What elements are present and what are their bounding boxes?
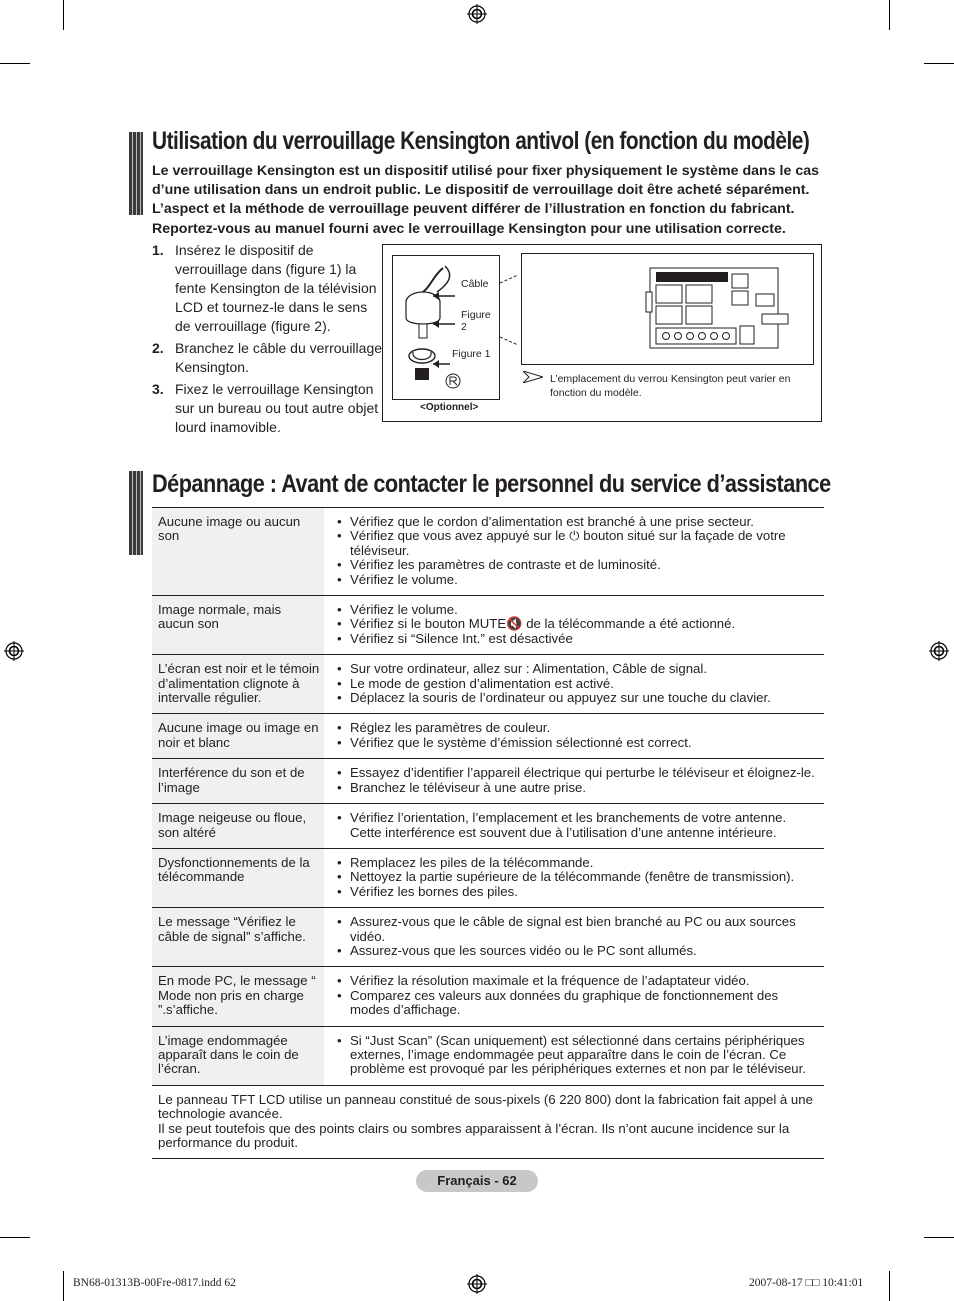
solution-item: • Vérifiez les bornes des piles. — [334, 885, 820, 899]
registration-mark-icon — [929, 641, 949, 661]
table-row — [152, 908, 824, 967]
crop-mark — [0, 63, 30, 64]
lock-illustration-frame — [392, 255, 500, 400]
step-number: 2. — [152, 340, 164, 356]
section-bar — [129, 471, 143, 555]
table-row — [152, 848, 824, 907]
step-number: 1. — [152, 242, 164, 258]
solution-item: • Déplacez la souris de l’ordinateur ou appuyez sur une touche du clavier. — [334, 691, 820, 705]
registration-mark-icon — [4, 641, 24, 661]
problem-cell: Interférence du son et de l’image — [152, 759, 324, 804]
step-item — [152, 339, 384, 377]
crop-mark — [0, 1237, 30, 1238]
solution-item: • Le mode de gestion d’alimentation est activé. — [334, 677, 820, 691]
solution-item: • Branchez le téléviseur à une autre prise. — [334, 781, 820, 795]
solution-item: • Réglez les paramètres de couleur. — [334, 721, 820, 735]
intro-paragraph: Reportez-vous au manuel fourni avec le verrouillage Kensington pour une utilisation correcte. — [152, 220, 786, 237]
problem-cell: L’image endommagée apparaît dans le coin de l’écran. — [152, 1026, 324, 1085]
kensington-figure — [382, 244, 822, 422]
problem-cell: L’écran est noir et le témoin d’alimentation clignote à intervalle régulier. — [152, 655, 324, 714]
problem-cell: En mode PC, le message “ Mode non pris en charge ”.s’affiche. — [152, 967, 324, 1026]
crop-mark — [924, 63, 954, 64]
step-number: 3. — [152, 381, 164, 397]
problem-cell: Aucune image ou image en noir et blanc — [152, 714, 324, 759]
problem-cell: Image neigeuse ou floue, son altéré — [152, 804, 324, 849]
optional-label: <Optionnel> — [420, 402, 479, 413]
solution-item: • Assurez-vous que le câble de signal est bien branché au PC ou aux sources vidéo. — [334, 915, 820, 944]
troubleshooting-table — [152, 507, 824, 1159]
solution-item: • Vérifiez le volume. — [334, 603, 820, 617]
location-note: L’emplacement du verrou Kensington peut varier en fonction du modèle. — [550, 373, 791, 399]
step-text: Branchez le câble du verrouillage Kensington. — [175, 340, 383, 375]
figure2-label: Figure 2 — [461, 309, 491, 333]
solution-item: • Assurez-vous que les sources vidéo ou le PC sont allumés. — [334, 944, 820, 958]
solution-cell — [324, 655, 824, 714]
kensington-intro — [152, 162, 832, 239]
cable-label: Câble — [461, 278, 489, 290]
solution-cell — [324, 508, 824, 596]
table-row — [152, 596, 824, 655]
solution-item: • Nettoyez la partie supérieure de la télécommande (fenêtre de transmission). — [334, 870, 820, 884]
step-item — [152, 380, 384, 437]
solution-cell — [324, 596, 824, 655]
solution-cell — [324, 908, 824, 967]
page-number-badge: Français - 62 — [416, 1170, 538, 1192]
solution-item: • Si “Just Scan” (Scan uniquement) est sélectionné dans certains périphériques externes, l’image endommagée peut apparaître dans le coin de l’écran. Ce problème est provoqué par les périphériques externes et non par le téléviseur. — [334, 1034, 820, 1077]
problem-cell: Dysfonctionnements de la télécommande — [152, 848, 324, 907]
kensington-steps — [152, 241, 384, 440]
solution-item: • Vérifiez que vous avez appuyé sur le ⏻ bouton situé sur la façade de votre téléviseur. — [334, 529, 820, 558]
solution-cell — [324, 848, 824, 907]
solution-item: • Vérifiez que le cordon d’alimentation est branché à une prise secteur. — [334, 515, 820, 529]
registration-mark-icon — [467, 1274, 487, 1294]
step-text: Fixez le verrouillage Kensington sur un bureau ou tout autre objet lourd inamovible. — [175, 381, 379, 435]
registration-mark-icon — [467, 4, 487, 24]
solution-cell — [324, 1026, 824, 1085]
solution-item: • Essayez d’identifier l’appareil électrique qui perturbe le téléviseur et éloignez-le. — [334, 766, 820, 780]
section-title-troubleshooting: Dépannage : Avant de contacter le personnel du service d’assistance — [152, 470, 831, 498]
tv-rear-panel-frame — [521, 253, 814, 365]
table-row — [152, 655, 824, 714]
crop-mark — [889, 1271, 890, 1301]
step-item — [152, 241, 384, 336]
solution-item: • Vérifiez que le système d’émission sélectionné est correct. — [334, 736, 820, 750]
table-row — [152, 508, 824, 596]
crop-mark — [924, 1237, 954, 1238]
solution-item: • Vérifiez le volume. — [334, 573, 820, 587]
section-bar — [129, 132, 143, 215]
solution-item: • Vérifiez si “Silence Int.” est désactivée — [334, 632, 820, 646]
note-paragraph: Le panneau TFT LCD utilise un panneau constitué de sous-pixels (6 220 800) dont la fabrication fait appel à une technologie avancée. — [158, 1091, 813, 1122]
table-row-note — [152, 1085, 824, 1159]
file-slug: BN68-01313B-00Fre-0817.indd 62 — [73, 1277, 236, 1289]
solution-cell — [324, 967, 824, 1026]
table-row — [152, 804, 824, 849]
solution-item: • Vérifiez les paramètres de contraste et de luminosité. — [334, 558, 820, 572]
date-slug: 2007-08-17 □□ 10:41:01 — [749, 1277, 864, 1289]
solution-item: • Vérifiez la résolution maximale et la fréquence de l’adaptateur vidéo. — [334, 974, 820, 988]
solution-item: • Vérifiez si le bouton MUTE🔇 de la télécommande a été actionné. — [334, 617, 820, 631]
intro-paragraph: Le verrouillage Kensington est un dispositif utilisé pour fixer physiquement le système dans le cas d’une utilisation dans un endroit public. Le dispositif de verrouillage doit être acheté séparément. — [152, 163, 819, 199]
dashed-connector — [500, 275, 522, 345]
table-row — [152, 1026, 824, 1085]
problem-cell: Le message “Vérifiez le câble de signal” s’affiche. — [152, 908, 324, 967]
step-text: Insérez le dispositif de verrouillage dans (figure 1) la fente Kensington de la télévision LCD et tournez-le dans le sens de verrouillage (figure 2). — [175, 242, 377, 334]
crop-mark — [889, 0, 890, 30]
table-row — [152, 967, 824, 1026]
intro-paragraph: L’aspect et la méthode de verrouillage peuvent différer de l’illustration en fonction du fabricant. — [152, 201, 795, 218]
section-title-kensington: Utilisation du verrouillage Kensington antivol (en fonction du modèle) — [152, 127, 810, 155]
figure1-label: Figure 1 — [452, 348, 491, 360]
problem-cell: Image normale, mais aucun son — [152, 596, 324, 655]
lcd-note-cell — [152, 1085, 824, 1159]
solution-item: • Sur votre ordinateur, allez sur : Alimentation, Câble de signal. — [334, 662, 820, 676]
table-row — [152, 714, 824, 759]
note-arrow-icon — [523, 371, 543, 383]
table-row — [152, 759, 824, 804]
crop-mark — [63, 1271, 64, 1301]
solution-item: • Vérifiez l’orientation, l’emplacement et les branchements de votre antenne. Cette interférence est souvent due à l’utilisation d’une antenne intérieure. — [334, 811, 820, 840]
solution-cell — [324, 804, 824, 849]
crop-mark — [63, 0, 64, 30]
solution-cell — [324, 759, 824, 804]
solution-item: • Comparez ces valeurs aux données du graphique de fonctionnement des modes d’affichage. — [334, 989, 820, 1018]
solution-item: • Remplacez les piles de la télécommande. — [334, 856, 820, 870]
problem-cell: Aucune image ou aucun son — [152, 508, 324, 596]
tv-rear-panel-illustration — [522, 254, 812, 363]
solution-cell — [324, 714, 824, 759]
note-paragraph: Il se peut toutefois que des points clairs ou sombres apparaissent à l’écran. Ils n’ont aucune incidence sur la performance du produit. — [158, 1120, 790, 1150]
